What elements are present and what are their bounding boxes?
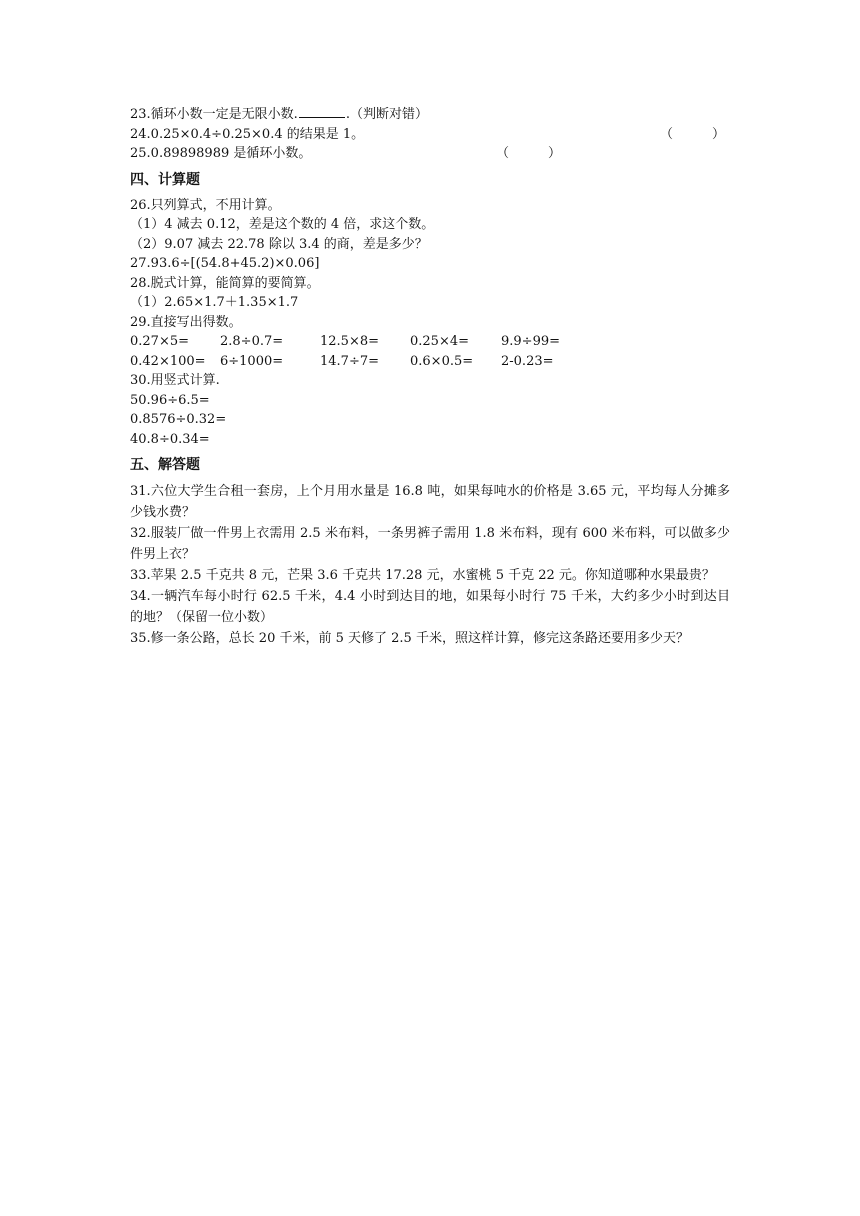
word-problem-31: 31.六位大学生合租一套房，上个月用水量是 16.8 吨，如果每吨水的价格是 3.65 元，平均每人分摊多少钱水费？ bbox=[130, 484, 730, 520]
question-23-text: 23.循环小数一定是无限小数. bbox=[130, 107, 298, 122]
question-30: 30.用竖式计算. bbox=[130, 373, 220, 388]
word-problem-34: 34.一辆汽车每小时行 62.5 千米，4.4 小时到达目的地，如果每小时行 75 千米，大约多少小时到达目的地？（保留一位小数） bbox=[130, 589, 730, 625]
math-item: 14.7÷7= bbox=[320, 353, 380, 369]
math-item: 2.8÷0.7= bbox=[220, 334, 284, 349]
vertical-calc-item: 50.96÷6.5= bbox=[130, 392, 210, 408]
question-24-text: 24.0.25×0.4÷0.25×0.4 的结果是 1。 bbox=[130, 126, 365, 142]
question-25-text: 25.0.89898989 是循环小数。 bbox=[130, 146, 312, 161]
math-item: 0.42×100= bbox=[130, 353, 206, 369]
question-27: 27.93.6÷[(54.8+45.2)×0.06] bbox=[130, 256, 320, 271]
math-item: 0.27×5= bbox=[130, 334, 190, 349]
question-26-part-2: （2）9.07 减去 22.78 除以 3.4 的商，差是多少？ bbox=[130, 236, 428, 252]
word-problem-35: 35.修一条公路，总长 20 千米，前 5 天修了 2.5 千米，照这样计算，修完这条路还要用多少天？ bbox=[130, 631, 689, 646]
worksheet-content bbox=[130, 105, 730, 649]
question-25 bbox=[130, 144, 730, 164]
question-29: 29.直接写出得数。 bbox=[130, 314, 242, 330]
answer-parentheses[interactable]: （ ） bbox=[660, 126, 726, 142]
question-24 bbox=[130, 125, 730, 145]
math-item: 0.25×4= bbox=[410, 334, 470, 349]
section-heading-calculation: 四、计算题 bbox=[130, 171, 200, 188]
math-item: 2-0.23= bbox=[501, 353, 554, 369]
mental-math-row-1 bbox=[130, 332, 730, 352]
question-23-suffix: .（判断对错） bbox=[345, 107, 428, 122]
question-28: 28.脱式计算，能简算的要简算。 bbox=[130, 275, 320, 291]
math-item: 12.5×8= bbox=[320, 334, 380, 349]
vertical-calc-item: 0.8576÷0.32= bbox=[130, 412, 227, 427]
vertical-calc-item: 40.8÷0.34= bbox=[130, 431, 210, 447]
math-item: 9.9÷99= bbox=[501, 334, 561, 349]
question-26: 26.只列算式，不用计算。 bbox=[130, 197, 281, 213]
answer-parentheses[interactable]: （ ） bbox=[496, 146, 562, 161]
section-heading-word-problems: 五、解答题 bbox=[130, 457, 200, 473]
mental-math-row-2 bbox=[130, 352, 730, 372]
answer-blank[interactable] bbox=[299, 105, 345, 118]
word-problem-33: 33.苹果 2.5 千克共 8 元，芒果 3.6 千克共 17.28 元，水蜜桃 5 千克 22 元。你知道哪种水果最贵？ bbox=[130, 568, 715, 583]
question-28-part-1: （1）2.65×1.7＋1.35×1.7 bbox=[130, 295, 299, 310]
math-item: 6÷1000= bbox=[220, 353, 284, 369]
word-problem-32: 32.服装厂做一件男上衣需用 2.5 米布料，一条男裤子需用 1.8 米布料，现有 600 米布料，可以做多少件男上衣？ bbox=[130, 526, 730, 562]
math-item: 0.6×0.5= bbox=[410, 353, 474, 369]
question-23 bbox=[130, 105, 730, 125]
question-26-part-1: （1）4 减去 0.12，差是这个数的 4 倍，求这个数。 bbox=[130, 217, 435, 232]
